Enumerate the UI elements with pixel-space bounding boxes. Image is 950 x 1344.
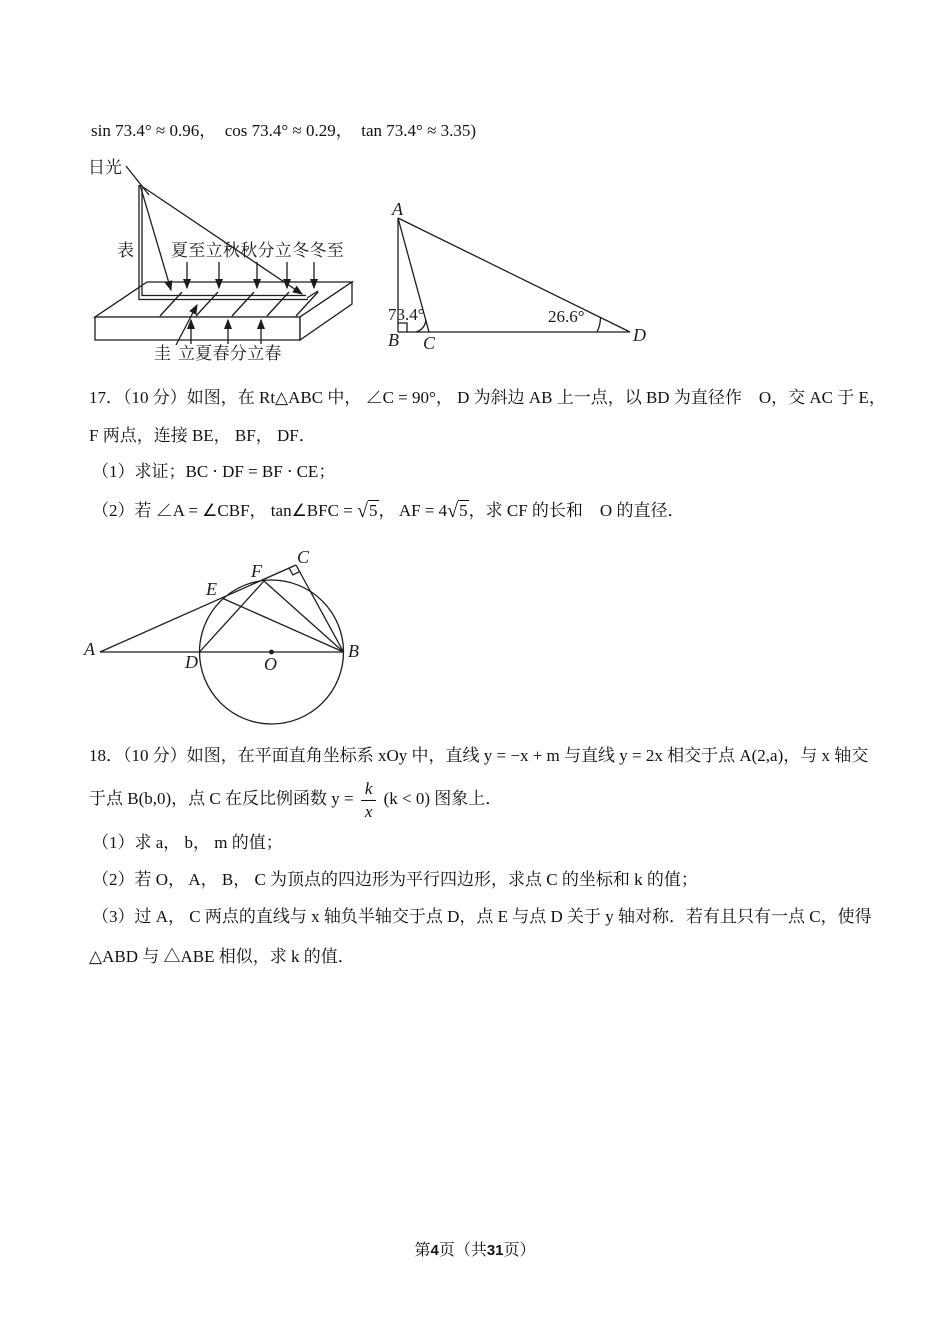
right-angle-mark-B [398, 323, 407, 332]
point-B-label: B [348, 641, 359, 661]
trig-values-line: sin 73.4° ≈ 0.96， cos 73.4° ≈ 0.29， tan 73.4° ≈ 3.35) [91, 121, 477, 140]
gnomon-label: 表 [117, 241, 134, 260]
q17-line1: 17．（10 分）如图，在 Rt△ABC 中， ∠C = 90°， D 为斜边 AB 上一点，以 BD 为直径作 O，交 AC 于 E， [89, 388, 886, 407]
angle-arc-D [597, 318, 601, 333]
point-F-label: F [251, 561, 262, 581]
vertex-C-label: C [423, 333, 436, 353]
triangle-edges [398, 218, 630, 332]
q18-line2-post: (k < 0) 图象上． [379, 789, 503, 808]
sqrt-5-second: √5 [447, 500, 468, 522]
q17-item2 [92, 499, 684, 523]
q18-item2: （2）若 O， A， B， C 为顶点的四边形为平行四边形，求点 C 的坐标和 k 的值； [92, 870, 698, 889]
vertex-A-label: A [392, 199, 403, 219]
circle-figure [78, 543, 370, 735]
point-C-label: C [297, 547, 310, 567]
footer-suf: 页） [503, 1242, 536, 1259]
angle-C-value: 73.4° [388, 305, 425, 324]
page-footer [0, 1237, 950, 1260]
q18-item3-line1: （3）过 A， C 两点的直线与 x 轴负半轴交于点 D，点 E 与点 D 关于 y 轴对称．若有且只有一点 C，使得 [92, 907, 872, 926]
q17-item2-pre: （2）若 ∠A = ∠CBF， tan∠BFC = [92, 501, 358, 520]
point-O-label: O [264, 654, 277, 674]
footer-mid: 页（共 [438, 1242, 487, 1259]
sunlight-label: 日光 [88, 158, 122, 177]
gui-label: 圭 [154, 344, 171, 363]
q18-line2 [89, 775, 502, 823]
point-E-label: E [206, 579, 217, 599]
triangle-figure [383, 195, 653, 355]
vertex-B-label: B [388, 330, 399, 350]
q18-item3-line2: △ABD 与 △ABE 相似，求 k 的值． [89, 947, 355, 966]
point-D-label: D [185, 652, 198, 672]
footer-pre: 第 [414, 1242, 431, 1259]
top-terms-label: 夏至立秋秋分立冬冬至 [171, 241, 344, 260]
q17-line2: F 两点，连接 BE， BF， DF． [89, 426, 316, 445]
sun-rays [126, 166, 302, 294]
circle-figure-segments [100, 565, 344, 652]
footer-page-number: 4 [430, 1242, 439, 1259]
point-A-label: A [84, 639, 95, 659]
q18-line2-pre: 于点 B(b,0)，点 C 在反比例函数 y = [89, 789, 358, 808]
q17-item1: （1）求证；BC ⋅ DF = BF ⋅ CE； [92, 462, 336, 481]
q17-item2-mid: ， AF = 4 [378, 501, 448, 520]
sqrt-5-first: √5 [357, 500, 378, 522]
q18-line1: 18．（10 分）如图，在平面直角坐标系 xOy 中，直线 y = −x + m 与直线 y = 2x 相交于点 A(2,a)，与 x 轴交 [89, 746, 869, 765]
sundial-figure [85, 152, 395, 367]
angle-D-value: 26.6° [548, 307, 585, 326]
reciprocal-fraction: $\frac{k}{x}$ [361, 779, 377, 820]
bottom-terms-label: 立夏春分立春 [178, 344, 282, 363]
vertex-D-label: D [633, 325, 646, 345]
q18-item1: （1）求 a， b， m 的值； [92, 833, 283, 852]
footer-total-pages: 31 [486, 1242, 504, 1259]
sundial-platform [95, 282, 352, 340]
q17-item2-post: ，求 CF 的长和 O 的直径． [468, 501, 685, 520]
